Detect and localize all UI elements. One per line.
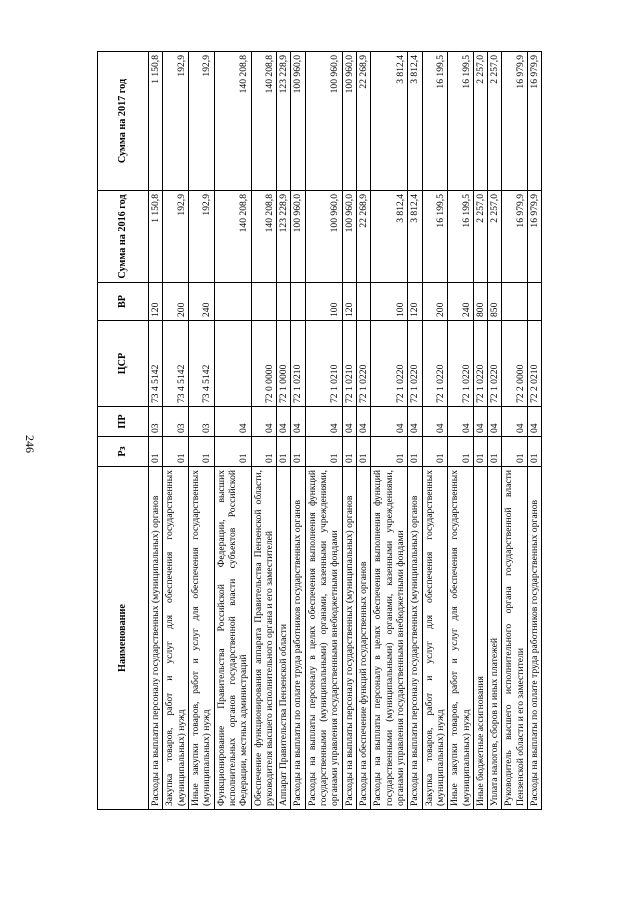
row-name: Закупка товаров, работ и услуг для обеспечения государственных (муниципальных) нужд (422, 467, 448, 810)
row-vr: 100 (305, 283, 342, 321)
table-body (149, 52, 542, 810)
row-csr: 72 1 0000 (277, 321, 291, 407)
row-sum-2016: 16 199,5 (422, 191, 448, 283)
row-vr (528, 283, 542, 321)
row-pr: 04 (251, 407, 277, 437)
row-sum-2017: 2 257,0 (488, 52, 502, 191)
row-sum-2017: 100 960,0 (291, 52, 305, 191)
row-rz: 01 (214, 437, 251, 467)
row-sum-2017: 140 208,8 (214, 52, 251, 191)
row-name: Расходы на выплаты персоналу в целях обеспечения выполнения функций государственными (муниципальными) органами, казенными учреждениями, органами управления государственными внебюджетными фондами (371, 467, 408, 810)
row-name: Расходы на выплаты персоналу государственных (муниципальных) органов (408, 467, 422, 810)
row-name: Закупка товаров, работ и услуг для обеспечения государственных (муниципальных) нужд (163, 467, 189, 810)
row-pr: 03 (149, 407, 163, 437)
table-row (528, 52, 542, 810)
row-rz: 01 (488, 437, 502, 467)
row-sum-2017: 2 257,0 (473, 52, 487, 191)
row-pr: 04 (448, 407, 474, 437)
table-row (502, 52, 528, 810)
table-row (305, 52, 342, 810)
row-vr: 120 (408, 283, 422, 321)
table-row (214, 52, 251, 810)
row-sum-2016: 100 960,0 (291, 191, 305, 283)
row-pr: 04 (473, 407, 487, 437)
row-rz: 01 (251, 437, 277, 467)
row-csr: 72 1 0210 (291, 321, 305, 407)
row-pr: 04 (371, 407, 408, 437)
row-sum-2016: 100 960,0 (342, 191, 356, 283)
row-name: Расходы на выплаты по оплате труда работников государственных органов (528, 467, 542, 810)
row-sum-2016: 192,9 (188, 191, 214, 283)
header-name: Наименование (98, 467, 149, 810)
row-sum-2017: 100 960,0 (342, 52, 356, 191)
row-vr: 240 (448, 283, 474, 321)
row-sum-2016: 2 257,0 (473, 191, 487, 283)
row-rz: 01 (291, 437, 305, 467)
row-sum-2016: 123 228,9 (277, 191, 291, 283)
row-csr (214, 321, 251, 407)
row-pr: 04 (305, 407, 342, 437)
row-sum-2016: 3 812,4 (408, 191, 422, 283)
row-pr: 04 (422, 407, 448, 437)
row-pr: 04 (342, 407, 356, 437)
row-name: Иные бюджетные ассигнования (473, 467, 487, 810)
row-sum-2017: 16 199,5 (448, 52, 474, 191)
row-sum-2017: 192,9 (163, 52, 189, 191)
row-pr: 04 (357, 407, 371, 437)
row-sum-2016: 16 979,9 (502, 191, 528, 283)
row-vr: 120 (342, 283, 356, 321)
row-sum-2016: 192,9 (163, 191, 189, 283)
budget-table-container (97, 52, 577, 810)
row-rz: 01 (357, 437, 371, 467)
header-sum-2017: Сумма на 2017 год (98, 52, 149, 191)
table-row (422, 52, 448, 810)
row-rz: 01 (342, 437, 356, 467)
row-vr (251, 283, 277, 321)
row-rz: 01 (528, 437, 542, 467)
row-sum-2016: 140 208,8 (251, 191, 277, 283)
header-rz: Рз (98, 437, 149, 467)
row-sum-2016: 2 257,0 (488, 191, 502, 283)
row-rz: 01 (188, 437, 214, 467)
table-row (342, 52, 356, 810)
row-sum-2017: 16 199,5 (422, 52, 448, 191)
header-pr: ПР (98, 407, 149, 437)
row-csr: 72 1 0220 (473, 321, 487, 407)
row-vr (291, 283, 305, 321)
row-pr: 03 (188, 407, 214, 437)
row-sum-2017: 140 208,8 (251, 52, 277, 191)
row-csr: 73 4 5142 (163, 321, 189, 407)
row-rz: 01 (408, 437, 422, 467)
row-name: Иные закупки товаров, работ и услуг для обеспечения государственных (муниципальных) нужд (188, 467, 214, 810)
row-sum-2017: 100 960,0 (305, 52, 342, 191)
row-sum-2016: 100 960,0 (305, 191, 342, 283)
row-name: Расходы на выплаты по оплате труда работников государственных органов (291, 467, 305, 810)
row-vr: 200 (163, 283, 189, 321)
table-row (448, 52, 474, 810)
table-row (408, 52, 422, 810)
row-sum-2017: 3 812,4 (408, 52, 422, 191)
table-row (163, 52, 189, 810)
row-name: Расходы на выплаты персоналу государственных (муниципальных) органов (342, 467, 356, 810)
row-csr: 72 1 0220 (448, 321, 474, 407)
header-csr: ЦСР (98, 321, 149, 407)
table-row (277, 52, 291, 810)
row-csr: 72 0 0000 (251, 321, 277, 407)
row-csr: 72 1 0220 (357, 321, 371, 407)
table-row (473, 52, 487, 810)
row-pr: 04 (214, 407, 251, 437)
page-number: 246 (23, 435, 37, 453)
row-name: Функционирование Правительства Российской Федерации, высших исполнительных органов государственной власти субъектов Российской Федерации, местных администраций (214, 467, 251, 810)
row-name: Расходы на обеспечение функций государственных органов (357, 467, 371, 810)
row-sum-2017: 123 228,9 (277, 52, 291, 191)
row-vr (277, 283, 291, 321)
row-pr: 03 (163, 407, 189, 437)
row-pr: 04 (488, 407, 502, 437)
row-vr (502, 283, 528, 321)
row-rz: 01 (371, 437, 408, 467)
row-name: Руководитель высшего исполнительного органа государственной власти Пензенской области и его заместители (502, 467, 528, 810)
row-sum-2017: 1 150,8 (149, 52, 163, 191)
row-rz: 01 (277, 437, 291, 467)
row-pr: 04 (277, 407, 291, 437)
row-sum-2017: 16 979,9 (528, 52, 542, 191)
row-rz: 01 (305, 437, 342, 467)
row-csr: 72 1 0210 (342, 321, 356, 407)
row-sum-2016: 16 979,9 (528, 191, 542, 283)
row-csr: 72 1 0220 (422, 321, 448, 407)
row-vr: 200 (422, 283, 448, 321)
row-sum-2017: 16 979,9 (502, 52, 528, 191)
row-name: Аппарат Правительства Пензенской области (277, 467, 291, 810)
row-vr: 850 (488, 283, 502, 321)
table-row (251, 52, 277, 810)
row-vr: 120 (149, 283, 163, 321)
row-name: Расходы на выплаты персоналу в целях обеспечения выполнения функций государственными (муниципальными) органами, казенными учреждениями, органами управления государственными внебюджетными фондами (305, 467, 342, 810)
budget-table (97, 51, 542, 810)
row-vr: 800 (473, 283, 487, 321)
row-rz: 01 (163, 437, 189, 467)
row-rz: 01 (448, 437, 474, 467)
table-row (488, 52, 502, 810)
row-sum-2017: 3 812,4 (371, 52, 408, 191)
row-vr: 100 (371, 283, 408, 321)
row-sum-2016: 1 150,8 (149, 191, 163, 283)
row-pr: 04 (291, 407, 305, 437)
row-name: Уплата налогов, сборов и иных платежей (488, 467, 502, 810)
table-row (188, 52, 214, 810)
row-name: Расходы на выплаты персоналу государственных (муниципальных) органов (149, 467, 163, 810)
table-row (357, 52, 371, 810)
row-csr: 72 1 0220 (371, 321, 408, 407)
table-header-row (98, 52, 149, 810)
row-vr (357, 283, 371, 321)
row-csr: 72 2 0000 (502, 321, 528, 407)
row-pr: 04 (502, 407, 528, 437)
header-vr: ВР (98, 283, 149, 321)
row-sum-2017: 192,9 (188, 52, 214, 191)
row-name: Иные закупки товаров, работ и услуг для обеспечения государственных (муниципальных) нужд (448, 467, 474, 810)
row-rz: 01 (473, 437, 487, 467)
row-csr: 72 1 0210 (305, 321, 342, 407)
row-rz: 01 (502, 437, 528, 467)
row-sum-2016: 3 812,4 (371, 191, 408, 283)
row-sum-2017: 22 268,9 (357, 52, 371, 191)
row-vr (214, 283, 251, 321)
header-sum-2016: Сумма на 2016 год (98, 191, 149, 283)
table-row (149, 52, 163, 810)
table-row (371, 52, 408, 810)
table-row (291, 52, 305, 810)
row-csr: 73 4 5142 (188, 321, 214, 407)
row-rz: 01 (422, 437, 448, 467)
row-sum-2016: 16 199,5 (448, 191, 474, 283)
row-pr: 04 (408, 407, 422, 437)
row-pr: 04 (528, 407, 542, 437)
row-rz: 01 (149, 437, 163, 467)
row-csr: 72 2 0210 (528, 321, 542, 407)
row-csr: 73 4 5142 (149, 321, 163, 407)
row-sum-2016: 140 208,8 (214, 191, 251, 283)
row-name: Обеспечение функционирования аппарата Правительства Пензенской области, руководителя высшего исполнительного органа и его заместителей (251, 467, 277, 810)
row-vr: 240 (188, 283, 214, 321)
row-sum-2016: 22 268,9 (357, 191, 371, 283)
row-csr: 72 1 0220 (488, 321, 502, 407)
row-csr: 72 1 0220 (408, 321, 422, 407)
